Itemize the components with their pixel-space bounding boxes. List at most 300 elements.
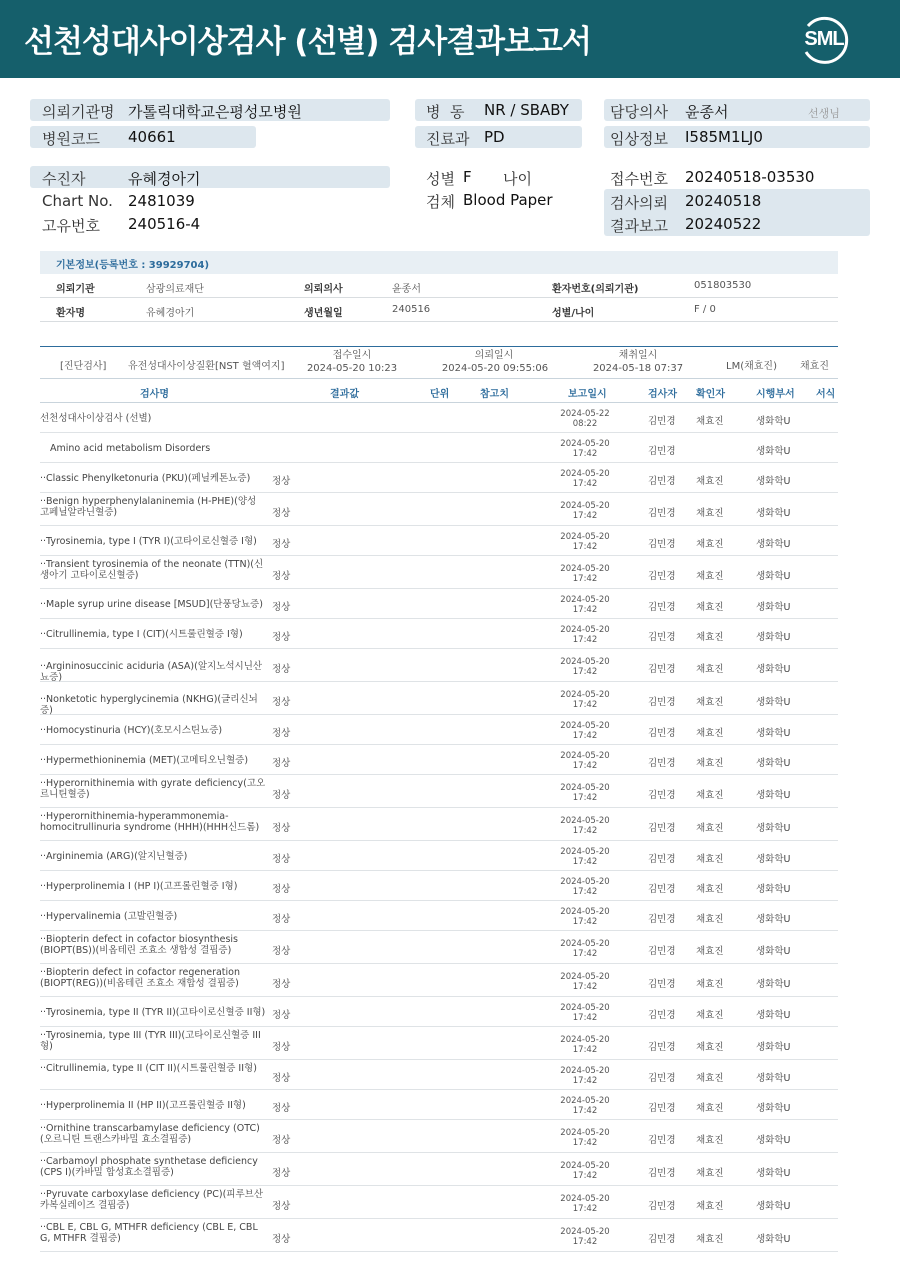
table-row <box>40 1186 838 1219</box>
basic-info-key: 성별/나이 <box>552 308 595 319</box>
report-date: 2024-05-20 <box>560 877 610 887</box>
table-row <box>40 1153 838 1186</box>
report-date-value: 20240522 <box>685 215 762 233</box>
result-value: 정상 <box>272 1042 291 1053</box>
report-datetime <box>550 469 620 489</box>
result-value: 정상 <box>272 790 291 801</box>
report-date: 2024-05-20 <box>560 532 610 542</box>
basic-info-key: 의뢰의사 <box>304 284 343 295</box>
department: 생화학U <box>756 632 791 643</box>
collected-value: 2024-05-18 07:37 <box>592 363 684 374</box>
report-date: 2024-05-20 <box>560 1194 610 1204</box>
basic-info-value: 051803530 <box>694 280 752 291</box>
department: 생화학U <box>756 823 791 834</box>
examiner: 김민경 <box>648 979 676 990</box>
report-date: 2024-05-20 <box>560 721 610 731</box>
department: 생화학U <box>756 1073 791 1084</box>
table-row <box>40 682 838 715</box>
report-datetime <box>550 783 620 803</box>
received-value: 2024-05-20 10:23 <box>306 363 398 374</box>
received-label: 접수일시 <box>332 350 372 361</box>
col-examiner: 검사자 <box>648 389 677 400</box>
patient-label: 수진자 <box>42 170 86 188</box>
examiner: 김민경 <box>648 632 676 643</box>
department-value: PD <box>484 128 505 146</box>
request-date-label: 검사의뢰 <box>610 194 668 212</box>
institution-value: 가톨릭대학교은평성모병원 <box>128 103 302 121</box>
department: 생화학U <box>756 1168 791 1179</box>
report-date: 2024-05-20 <box>560 1096 610 1106</box>
department: 생화학U <box>756 602 791 613</box>
examiner: 김민경 <box>648 1135 676 1146</box>
test-name: ··Citrullinemia, type II (CIT II)(시트룰린혈증 II형) <box>40 1063 257 1074</box>
table-row <box>40 526 838 556</box>
confirmer: 채효진 <box>696 664 724 675</box>
report-date: 2024-05-20 <box>560 816 610 826</box>
col-result: 결과값 <box>330 389 359 400</box>
report-datetime <box>550 1003 620 1023</box>
department: 생화학U <box>756 946 791 957</box>
basic-info-key: 의뢰기관 <box>56 284 95 295</box>
logo-text: SML <box>804 28 844 50</box>
test-name: ··Tyrosinemia, type I (TYR I)(고타이로신혈증 I형) <box>40 536 257 547</box>
col-reference: 참고치 <box>480 389 509 400</box>
clinical-info-label: 임상정보 <box>610 130 668 148</box>
test-name: ··Ornithine transcarbamylase deficiency (OTC)(오르니틴 트랜스카바밀 효소결핍증) <box>40 1123 260 1145</box>
test-name: ··Nonketotic hyperglycinemia (NKHG)(글리신뇌증) <box>40 694 258 716</box>
department: 생화학U <box>756 728 791 739</box>
report-date: 2024-05-20 <box>560 501 610 511</box>
confirmer: 채효진 <box>696 1135 724 1146</box>
test-name: ··Argininemia (ARG)(알지닌혈증) <box>40 851 188 862</box>
confirmer: 채효진 <box>696 1234 724 1245</box>
report-date: 2024-05-20 <box>560 1003 610 1013</box>
report-time: 17:42 <box>572 635 598 645</box>
table-row <box>40 493 838 526</box>
report-time: 17:42 <box>572 574 598 584</box>
unique-no-label: 고유번호 <box>42 217 100 235</box>
test-name: ··Tyrosinemia, type III (TYR III)(고타이로신혈증 III형) <box>40 1030 261 1052</box>
department: 생화학U <box>756 1103 791 1114</box>
table-row <box>40 901 838 931</box>
report-date: 2024-05-20 <box>560 1066 610 1076</box>
col-confirmer: 확인자 <box>696 389 725 400</box>
examiner: 김민경 <box>648 1168 676 1179</box>
report-date: 2024-05-20 <box>560 751 610 761</box>
test-name: ··Classic Phenylketonuria (PKU)(페닐케톤뇨증) <box>40 473 251 484</box>
report-datetime <box>550 1227 620 1247</box>
test-name: ··Biopterin defect in cofactor biosynthesis (BIOPT(BS))(비옵테린 조효소 생합성 결핍증) <box>40 934 238 956</box>
confirmer: 채효진 <box>696 416 724 427</box>
patient-value: 유혜경아기 <box>128 170 201 188</box>
department: 생화학U <box>756 1042 791 1053</box>
examiner: 김민경 <box>648 790 676 801</box>
basic-info-value: 삼광의료재단 <box>146 284 204 295</box>
report-time: 17:42 <box>572 887 598 897</box>
test-name: ··Hyperornithinemia with gyrate deficiency(고오르니틴혈증) <box>40 778 266 800</box>
test-name: ··Hypervalinemia (고발린혈증) <box>40 911 178 922</box>
table-row <box>40 745 838 775</box>
table-row <box>40 463 838 493</box>
basic-info-key: 생년월일 <box>304 308 343 319</box>
report-date: 2024-05-20 <box>560 1161 610 1171</box>
report-datetime <box>550 721 620 741</box>
report-date: 2024-05-20 <box>560 1227 610 1237</box>
confirmer: 채효진 <box>696 571 724 582</box>
examiner: 김민경 <box>648 1010 676 1021</box>
report-date: 2024-05-20 <box>560 907 610 917</box>
examiner: 김민경 <box>648 1103 676 1114</box>
test-name: ··Hyperprolinemia I (HP I)(고프롤린혈증 I형) <box>40 881 238 892</box>
result-value: 정상 <box>272 602 291 613</box>
report-datetime <box>550 439 620 459</box>
sml-logo <box>796 12 852 68</box>
report-time: 17:42 <box>572 511 598 521</box>
results-table <box>40 403 838 1252</box>
basic-info-table <box>40 251 838 322</box>
examiner: 김민경 <box>648 758 676 769</box>
unique-no-value: 240516-4 <box>128 215 201 233</box>
report-time: 08:22 <box>572 419 598 429</box>
department: 생화학U <box>756 697 791 708</box>
result-value: 정상 <box>272 884 291 895</box>
basic-info-row <box>40 298 838 322</box>
doctor-label: 담당의사 <box>610 103 668 121</box>
col-format: 서식 <box>816 389 836 400</box>
test-name: ··Tyrosinemia, type II (TYR II)(고타이로신혈증 II형) <box>40 1007 266 1018</box>
report-time: 17:42 <box>572 949 598 959</box>
examiner: 김민경 <box>648 1073 676 1084</box>
confirmer: 채효진 <box>696 539 724 550</box>
report-header <box>0 0 900 78</box>
basic-info-value: 유혜경아기 <box>146 308 195 319</box>
table-row <box>40 964 838 997</box>
test-name: ··Pyruvate carboxylase deficiency (PC)(피루브산 카복실레이즈 결핍증) <box>40 1189 264 1211</box>
table-row <box>40 556 838 589</box>
test-name: ··Homocystinuria (HCY)(호모시스틴뇨증) <box>40 725 223 736</box>
report-datetime <box>550 1066 620 1086</box>
examiner: 김민경 <box>648 884 676 895</box>
department: 생화학U <box>756 884 791 895</box>
basic-info-value: F / 0 <box>694 304 716 315</box>
test-name: ··Carbamoyl phosphate synthetase deficiency (CPS I)(카바밀 합성효소결핍증) <box>40 1156 258 1178</box>
department-label: 진료과 <box>426 130 470 148</box>
report-datetime <box>550 409 620 429</box>
confirmer: 채효진 <box>696 758 724 769</box>
result-value: 정상 <box>272 1234 291 1245</box>
report-datetime <box>550 1161 620 1181</box>
examiner: 김민경 <box>648 416 676 427</box>
examiner: 김민경 <box>648 823 676 834</box>
test-name: ··Benign hyperphenylalaninemia (H-PHE)(양성 고페닐알라닌혈증) <box>40 496 257 518</box>
table-row <box>40 997 838 1027</box>
results-header <box>40 379 838 403</box>
examiner: 김민경 <box>648 508 676 519</box>
report-time: 17:42 <box>572 1106 598 1116</box>
report-time: 17:42 <box>572 1045 598 1055</box>
result-value: 정상 <box>272 571 291 582</box>
doctor-suffix: 선생님 <box>808 107 840 120</box>
test-name: ··Maple syrup urine disease [MSUD](단풍당뇨증) <box>40 599 263 610</box>
test-name: ··CBL E, CBL G, MTHFR deficiency (CBL E, CBL G, MTHFR 결핍증) <box>40 1222 258 1244</box>
table-row <box>40 649 838 682</box>
report-time: 17:42 <box>572 1237 598 1247</box>
report-time: 17:42 <box>572 479 598 489</box>
confirmer: 채효진 <box>696 914 724 925</box>
table-row <box>40 715 838 745</box>
confirmer: 채효진 <box>696 1103 724 1114</box>
report-datetime <box>550 939 620 959</box>
table-row <box>40 1219 838 1252</box>
report-time: 17:42 <box>572 982 598 992</box>
result-value: 정상 <box>272 728 291 739</box>
department: 생화학U <box>756 446 791 457</box>
result-value: 정상 <box>272 476 291 487</box>
report-date: 2024-05-20 <box>560 972 610 982</box>
col-unit: 단위 <box>430 389 450 400</box>
result-value: 정상 <box>272 664 291 675</box>
report-datetime <box>550 595 620 615</box>
table-row <box>40 1027 838 1060</box>
specimen-label: 검체 <box>426 193 455 211</box>
examiner: 김민경 <box>648 697 676 708</box>
report-datetime <box>550 751 620 771</box>
report-time: 17:42 <box>572 826 598 836</box>
confirmer: 채효진 <box>696 728 724 739</box>
confirmer: 채효진 <box>696 508 724 519</box>
test-name: ··Hypermethioninemia (MET)(고메티오닌혈증) <box>40 755 249 766</box>
report-date: 2024-05-20 <box>560 595 610 605</box>
report-time: 17:42 <box>572 542 598 552</box>
table-row <box>40 775 838 808</box>
report-datetime <box>550 657 620 677</box>
report-date: 2024-05-20 <box>560 1035 610 1045</box>
result-value: 정상 <box>272 1201 291 1212</box>
col-department: 시행부서 <box>756 389 795 400</box>
result-value: 정상 <box>272 1168 291 1179</box>
report-date: 2024-05-20 <box>560 564 610 574</box>
department: 생화학U <box>756 1234 791 1245</box>
examiner: 김민경 <box>648 602 676 613</box>
chart-no-value: 2481039 <box>128 192 195 210</box>
report-date: 2024-05-20 <box>560 1128 610 1138</box>
report-time: 17:42 <box>572 1013 598 1023</box>
report-time: 17:42 <box>572 1171 598 1181</box>
result-value: 정상 <box>272 946 291 957</box>
report-time: 17:42 <box>572 700 598 710</box>
basic-info-value: 윤종서 <box>392 284 421 295</box>
confirmer: 채효진 <box>696 602 724 613</box>
confirmer: 채효진 <box>696 884 724 895</box>
confirmer: 채효진 <box>696 1010 724 1021</box>
confirmer: 채효진 <box>696 946 724 957</box>
diagnosis-tag: [진단검사] <box>60 361 107 372</box>
report-date: 2024-05-20 <box>560 783 610 793</box>
examiner: 김민경 <box>648 914 676 925</box>
test-name: ··Citrullinemia, type I (CIT)(시트룰린혈증 I형) <box>40 629 243 640</box>
test-name: ··Hyperprolinemia II (HP II)(고프롤린혈증 II형) <box>40 1100 246 1111</box>
department: 생화학U <box>756 790 791 801</box>
report-datetime <box>550 972 620 992</box>
report-datetime <box>550 877 620 897</box>
department: 생화학U <box>756 476 791 487</box>
report-date: 2024-05-20 <box>560 439 610 449</box>
sex-label: 성별 <box>426 170 455 188</box>
table-row <box>40 931 838 964</box>
chart-no-label: Chart No. <box>42 192 113 210</box>
report-datetime <box>550 1096 620 1116</box>
age-label: 나이 <box>503 170 532 188</box>
receipt-no-value: 20240518-03530 <box>685 168 815 186</box>
basic-info-value: 240516 <box>392 304 431 315</box>
hospital-code-value: 40661 <box>128 128 176 146</box>
department: 생화학U <box>756 758 791 769</box>
result-value: 정상 <box>272 854 291 865</box>
result-value: 정상 <box>272 697 291 708</box>
result-value: 정상 <box>272 1073 291 1084</box>
report-date: 2024-05-20 <box>560 657 610 667</box>
table-row <box>40 808 838 841</box>
report-datetime <box>550 1194 620 1214</box>
department: 생화학U <box>756 979 791 990</box>
examiner: 김민경 <box>648 571 676 582</box>
confirmer: 채효진 <box>696 632 724 643</box>
hospital-code-label: 병원코드 <box>42 130 100 148</box>
basic-info-heading: 기본정보(등록번호 : 39929704) <box>40 251 838 274</box>
examiner: 김민경 <box>648 476 676 487</box>
report-time: 17:42 <box>572 793 598 803</box>
clinical-info-value: I585M1LJ0 <box>685 128 763 146</box>
result-value: 정상 <box>272 1010 291 1021</box>
examiner: 김민경 <box>648 446 676 457</box>
test-name: ··Transient tyrosinemia of the neonate (TTN)(신생아기 고타이로신혈증) <box>40 559 264 581</box>
report-time: 17:42 <box>572 761 598 771</box>
report-date: 2024-05-20 <box>560 625 610 635</box>
report-time: 17:42 <box>572 449 598 459</box>
report-time: 17:42 <box>572 1204 598 1214</box>
basic-info-key: 환자번호(의뢰기관) <box>552 284 639 295</box>
ward-value: NR / SBABY <box>484 101 569 119</box>
result-value: 정상 <box>272 758 291 769</box>
report-datetime <box>550 532 620 552</box>
report-time: 17:42 <box>572 1138 598 1148</box>
request-date-value: 20240518 <box>685 192 762 210</box>
report-datetime <box>550 690 620 710</box>
report-date: 2024-05-20 <box>560 847 610 857</box>
basic-info-key: 환자명 <box>56 308 85 319</box>
report-time: 17:42 <box>572 857 598 867</box>
ward-label: 병 동 <box>426 103 465 121</box>
table-row <box>40 403 838 433</box>
report-datetime <box>550 1035 620 1055</box>
report-datetime <box>550 1128 620 1148</box>
table-row <box>40 433 838 463</box>
result-value: 정상 <box>272 539 291 550</box>
examiner: 김민경 <box>648 539 676 550</box>
report-date: 2024-05-20 <box>560 690 610 700</box>
report-date: 2024-05-20 <box>560 939 610 949</box>
department: 생화학U <box>756 1135 791 1146</box>
report-time: 17:42 <box>572 1076 598 1086</box>
report-datetime <box>550 564 620 584</box>
sex-value: F <box>463 168 472 186</box>
doctor-value: 윤종서 <box>685 103 729 121</box>
report-time: 17:42 <box>572 731 598 741</box>
confirmer: 채효진 <box>696 854 724 865</box>
confirmer: 채효진 <box>696 1201 724 1212</box>
department: 생화학U <box>756 664 791 675</box>
confirmer: 채효진 <box>696 1168 724 1179</box>
basic-info-row <box>40 274 838 298</box>
report-time: 17:42 <box>572 605 598 615</box>
department: 생화학U <box>756 416 791 427</box>
department: 생화학U <box>756 508 791 519</box>
result-value: 정상 <box>272 1135 291 1146</box>
confirmer: 채효진 <box>696 823 724 834</box>
requested-value: 2024-05-20 09:55:06 <box>441 363 549 374</box>
specimen-value: Blood Paper <box>463 191 553 209</box>
col-name: 검사명 <box>140 389 169 400</box>
col-report-date: 보고일시 <box>568 389 607 400</box>
table-row <box>40 1120 838 1153</box>
result-value: 정상 <box>272 1103 291 1114</box>
receipt-no-label: 접수번호 <box>610 170 668 188</box>
result-value: 정상 <box>272 823 291 834</box>
department: 생화학U <box>756 914 791 925</box>
confirmer: 채효진 <box>696 476 724 487</box>
lm-label: LM(채효진) <box>726 361 777 372</box>
result-value: 정상 <box>272 914 291 925</box>
result-value: 정상 <box>272 979 291 990</box>
examiner: 김민경 <box>648 854 676 865</box>
table-row <box>40 589 838 619</box>
department: 생화학U <box>756 571 791 582</box>
department: 생화학U <box>756 1010 791 1021</box>
confirmer: 채효진 <box>696 697 724 708</box>
table-row <box>40 1090 838 1120</box>
examiner: 김민경 <box>648 946 676 957</box>
result-value: 정상 <box>272 508 291 519</box>
report-time: 17:42 <box>572 917 598 927</box>
examiner: 김민경 <box>648 664 676 675</box>
report-datetime <box>550 501 620 521</box>
confirmer: 채효진 <box>696 979 724 990</box>
table-row <box>40 871 838 901</box>
collected-label: 채취일시 <box>618 350 658 361</box>
report-datetime <box>550 907 620 927</box>
confirmer: 채효진 <box>696 1042 724 1053</box>
department: 생화학U <box>756 854 791 865</box>
diagnosis-row <box>40 346 838 379</box>
report-datetime <box>550 625 620 645</box>
table-row <box>40 841 838 871</box>
test-name: 선천성대사이상검사 (선별) <box>40 413 152 424</box>
test-name: ··Biopterin defect in cofactor regeneration (BIOPT(REG))(비옵테린 조효소 재합성 결핍증) <box>40 967 241 989</box>
report-date: 2024-05-22 <box>560 409 610 419</box>
examiner: 김민경 <box>648 1234 676 1245</box>
requested-label: 의뢰일시 <box>474 350 514 361</box>
report-title: 선천성대사이상검사 (선별) 검사결과보고서 <box>24 24 591 60</box>
test-name: Amino acid metabolism Disorders <box>50 443 211 454</box>
examiner: 김민경 <box>648 728 676 739</box>
table-row <box>40 619 838 649</box>
lm-name: 채효진 <box>800 361 829 372</box>
confirmer: 채효진 <box>696 790 724 801</box>
institution-label: 의뢰기관명 <box>42 103 115 121</box>
report-datetime <box>550 816 620 836</box>
confirmer: 채효진 <box>696 1073 724 1084</box>
department: 생화학U <box>756 539 791 550</box>
